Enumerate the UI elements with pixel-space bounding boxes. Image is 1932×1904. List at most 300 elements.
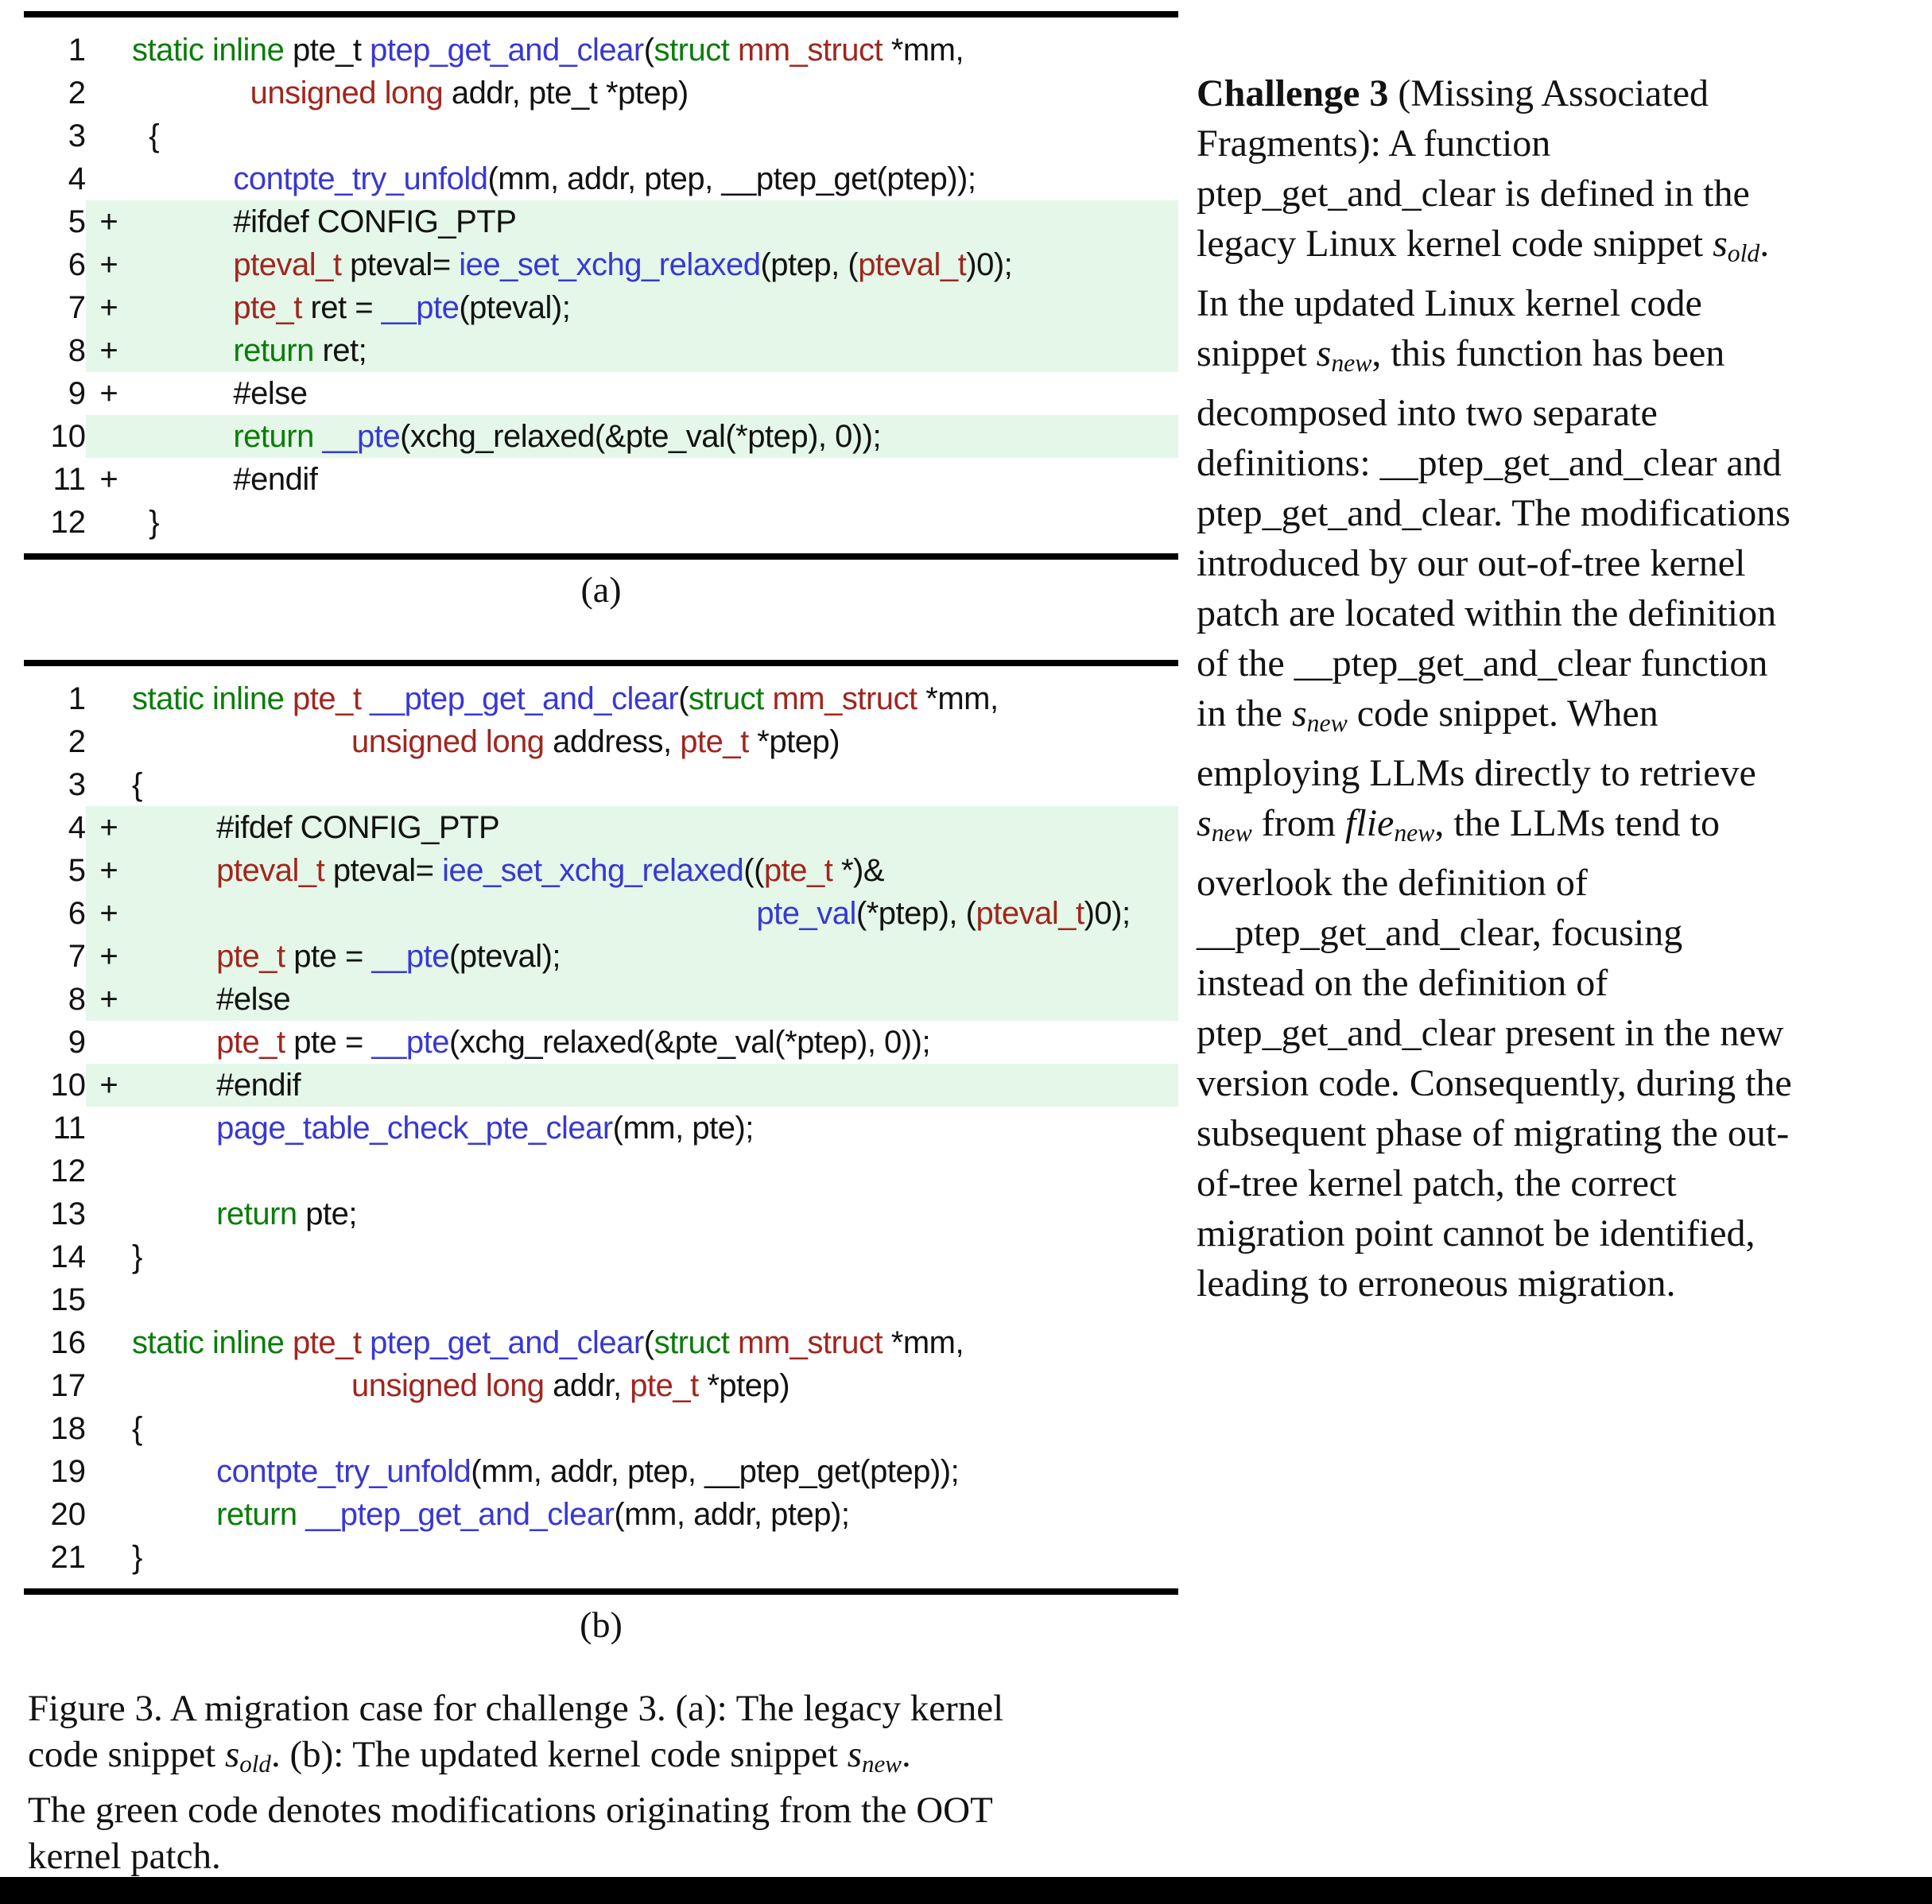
code-token: (pteval); bbox=[459, 290, 571, 325]
code-token: ( bbox=[643, 33, 654, 68]
text-run: overlook the definition of bbox=[1197, 861, 1588, 904]
diff-added-region bbox=[86, 978, 1178, 1021]
code-token bbox=[297, 1497, 306, 1532]
code-text bbox=[132, 1536, 1178, 1579]
code-line bbox=[24, 157, 1178, 200]
text-run: In the updated Linux kernel code bbox=[1197, 281, 1702, 324]
text-line bbox=[1197, 1258, 1932, 1309]
text-line bbox=[1197, 1108, 1932, 1158]
code-text bbox=[132, 935, 1178, 978]
diff-marker: + bbox=[99, 204, 118, 239]
code-token: ret; bbox=[313, 333, 367, 368]
code-token: } bbox=[132, 1239, 142, 1274]
code-line bbox=[24, 29, 1178, 72]
text-run: Challenge 3 bbox=[1197, 72, 1389, 114]
code-line bbox=[24, 763, 1178, 806]
code-token: (xchg_relaxed(&pte_val(*ptep), 0)); bbox=[400, 419, 882, 454]
panel-b-label: (b) bbox=[580, 1604, 623, 1645]
code-token: pte_t bbox=[233, 290, 302, 325]
code-region bbox=[86, 29, 1178, 72]
code-token: pte_t bbox=[216, 1025, 285, 1060]
text-line bbox=[28, 1731, 1244, 1787]
text-run: s bbox=[1291, 692, 1307, 735]
diff-marker bbox=[86, 1450, 132, 1493]
text-run: patch are located within the definition bbox=[1197, 591, 1777, 634]
code-token: mm_struct bbox=[737, 1325, 883, 1360]
code-token bbox=[764, 681, 773, 716]
code-text bbox=[132, 1364, 1178, 1407]
code-text bbox=[132, 1192, 1178, 1235]
code-token: (mm, addr, ptep, __ptep_get(ptep)); bbox=[471, 1454, 960, 1489]
code-token: #endif bbox=[132, 1068, 301, 1103]
code-token bbox=[132, 1368, 351, 1403]
line-number: 4 bbox=[68, 161, 86, 196]
code-token: addr, pte_t *ptep) bbox=[443, 76, 689, 111]
diff-added-region bbox=[86, 1064, 1178, 1107]
code-token: contpte_try_unfold bbox=[233, 161, 488, 196]
code-token bbox=[284, 1325, 293, 1360]
code-text bbox=[132, 1278, 1178, 1321]
code-token: __pte bbox=[381, 290, 460, 325]
text-line bbox=[1197, 68, 1932, 118]
code-token: pte_t bbox=[293, 1325, 362, 1360]
code-token: (pteval); bbox=[449, 939, 561, 974]
text-run: ptep_get_and_clear present in the new bbox=[1197, 1011, 1784, 1054]
code-region bbox=[86, 763, 1178, 806]
code-region bbox=[86, 1321, 1178, 1364]
page-bottom-rule bbox=[0, 1877, 1932, 1904]
code-token: pte = bbox=[285, 1025, 372, 1060]
panel-b bbox=[24, 660, 1178, 1595]
text-run: employing LLMs directly to retrieve bbox=[1197, 751, 1756, 794]
code-token bbox=[132, 1497, 216, 1532]
text-line bbox=[1197, 169, 1932, 219]
diff-marker bbox=[86, 1107, 132, 1150]
code-region bbox=[86, 1450, 1178, 1493]
code-token: pte_val bbox=[756, 896, 856, 931]
code-token: (( bbox=[743, 853, 764, 888]
diff-marker bbox=[86, 501, 132, 544]
code-token: return bbox=[216, 1497, 297, 1532]
code-region bbox=[86, 1235, 1178, 1278]
code-text bbox=[132, 1107, 1178, 1150]
diff-marker bbox=[86, 29, 132, 72]
code-token: (mm, pte); bbox=[612, 1111, 754, 1146]
text-run: s bbox=[1713, 223, 1728, 265]
diff-marker bbox=[86, 677, 132, 720]
code-token: *mm, bbox=[883, 1325, 964, 1360]
code-token: pteval_t bbox=[858, 247, 967, 282]
code-token: pte; bbox=[297, 1196, 357, 1231]
code-line bbox=[24, 1536, 1178, 1579]
code-token: __pte bbox=[371, 1025, 450, 1060]
text-line bbox=[28, 1685, 1244, 1731]
code-token: unsigned long bbox=[250, 76, 444, 111]
text-run: , this function has been bbox=[1371, 332, 1725, 374]
line-number: 19 bbox=[50, 1454, 86, 1489]
code-text bbox=[132, 763, 1178, 806]
code-text bbox=[132, 329, 1178, 372]
code-text bbox=[132, 1321, 1178, 1364]
diff-marker: + bbox=[99, 247, 118, 282]
code-text bbox=[132, 415, 1178, 458]
code-region bbox=[86, 1021, 1178, 1064]
line-number: 9 bbox=[68, 1025, 86, 1060]
text-run: old bbox=[1727, 238, 1760, 267]
code-region bbox=[86, 1407, 1178, 1450]
code-token: ptep_get_and_clear bbox=[370, 1325, 644, 1360]
text-line bbox=[1197, 858, 1932, 908]
diff-marker bbox=[86, 1150, 132, 1192]
diff-added-region bbox=[86, 243, 1178, 286]
code-token: page_table_check_pte_clear bbox=[216, 1111, 613, 1146]
code-token: #else bbox=[132, 982, 291, 1017]
code-text bbox=[132, 677, 1178, 720]
code-token: { bbox=[132, 767, 142, 802]
diff-marker: + bbox=[99, 290, 118, 325]
code-line bbox=[24, 501, 1178, 544]
line-number: 7 bbox=[68, 939, 86, 974]
code-token bbox=[314, 419, 323, 454]
text-line bbox=[1197, 688, 1932, 748]
code-line bbox=[24, 892, 1178, 935]
diff-added-region bbox=[86, 286, 1178, 329]
diff-marker bbox=[86, 1321, 132, 1364]
code-token: iee_set_xchg_relaxed bbox=[459, 247, 761, 282]
text-run: . bbox=[1759, 223, 1770, 265]
diff-added-region bbox=[86, 329, 1178, 372]
text-run: snippet bbox=[1197, 332, 1317, 374]
code-text bbox=[132, 849, 1178, 892]
code-token bbox=[132, 853, 216, 888]
code-token: pteval= bbox=[324, 853, 443, 888]
code-line bbox=[24, 1235, 1178, 1278]
code-token: #ifdef CONFIG_PTP bbox=[132, 204, 517, 239]
text-run: code snippet. When bbox=[1347, 692, 1658, 735]
code-line bbox=[24, 1450, 1178, 1493]
diff-added-region bbox=[86, 415, 1178, 458]
text-run: ptep_get_and_clear. The modifications bbox=[1197, 491, 1790, 534]
code-token bbox=[132, 724, 351, 759]
code-line bbox=[24, 1107, 1178, 1150]
text-line bbox=[1197, 538, 1932, 588]
code-token: __pte bbox=[322, 419, 401, 454]
code-token bbox=[132, 333, 233, 368]
diff-marker: + bbox=[99, 982, 118, 1017]
diff-marker: + bbox=[99, 853, 118, 888]
diff-marker bbox=[86, 1493, 132, 1536]
code-token: return bbox=[216, 1196, 297, 1231]
line-number: 14 bbox=[50, 1239, 86, 1274]
text-run: introduced by our out-of-tree kernel bbox=[1197, 541, 1746, 584]
text-line bbox=[1197, 278, 1932, 328]
diff-marker bbox=[86, 720, 132, 763]
code-token: { bbox=[132, 1411, 142, 1446]
text-run: new bbox=[1394, 818, 1435, 847]
code-token: #ifdef CONFIG_PTP bbox=[132, 810, 500, 845]
code-line bbox=[24, 415, 1178, 458]
diff-marker bbox=[86, 415, 132, 458]
code-line bbox=[24, 1021, 1178, 1064]
code-text bbox=[132, 1235, 1178, 1278]
panel-a-label: (a) bbox=[580, 569, 622, 610]
diff-marker bbox=[86, 1192, 132, 1235]
line-number: 3 bbox=[68, 118, 86, 153]
code-token bbox=[132, 290, 233, 325]
text-run: flie bbox=[1345, 801, 1395, 844]
code-text bbox=[132, 1493, 1178, 1536]
code-token bbox=[132, 1025, 216, 1060]
code-token: )0); bbox=[966, 247, 1013, 282]
code-line bbox=[24, 978, 1178, 1021]
code-token: struct bbox=[654, 33, 730, 68]
code-line bbox=[24, 720, 1178, 763]
code-token: (xchg_relaxed(&pte_val(*ptep), 0)); bbox=[449, 1025, 931, 1060]
line-number: 5 bbox=[68, 204, 86, 239]
line-number: 11 bbox=[52, 462, 86, 497]
text-line bbox=[1197, 1008, 1932, 1058]
code-line bbox=[24, 114, 1178, 157]
code-line bbox=[24, 329, 1178, 372]
text-run: subsequent phase of migrating the out- bbox=[1197, 1111, 1790, 1154]
code-token bbox=[132, 161, 233, 196]
diff-marker: + bbox=[99, 1068, 118, 1103]
text-line bbox=[1197, 638, 1932, 688]
code-token: pteval_t bbox=[233, 247, 342, 282]
code-line bbox=[24, 677, 1178, 720]
challenge-text bbox=[1197, 68, 1932, 1309]
text-line bbox=[1197, 328, 1932, 388]
text-run: old bbox=[239, 1749, 271, 1778]
code-token: { bbox=[132, 118, 160, 153]
code-token: iee_set_xchg_relaxed bbox=[442, 853, 744, 888]
code-token: pteval= bbox=[341, 247, 460, 282]
code-line bbox=[24, 1150, 1178, 1192]
line-number: 10 bbox=[50, 419, 86, 454]
text-run: new bbox=[1306, 708, 1348, 737]
text-run: definitions: __ptep_get_and_clear and bbox=[1197, 441, 1782, 484]
text-run: legacy Linux kernel code snippet bbox=[1197, 223, 1713, 265]
code-token: (mm, addr, ptep, __ptep_get(ptep)); bbox=[487, 161, 976, 196]
code-text bbox=[132, 1064, 1178, 1107]
line-number: 12 bbox=[50, 1154, 86, 1189]
line-number: 8 bbox=[68, 333, 86, 368]
code-token: mm_struct bbox=[772, 681, 918, 716]
line-number: 17 bbox=[50, 1368, 86, 1403]
code-token: return bbox=[233, 333, 314, 368]
code-token: #else bbox=[132, 376, 308, 411]
code-token: (*ptep), ( bbox=[855, 896, 976, 931]
code-token: #endif bbox=[132, 462, 318, 497]
code-region bbox=[86, 1493, 1178, 1536]
line-number: 1 bbox=[68, 681, 86, 716]
code-line bbox=[24, 200, 1178, 243]
line-number: 2 bbox=[68, 76, 86, 111]
line-number: 20 bbox=[50, 1497, 86, 1532]
line-number: 21 bbox=[50, 1540, 86, 1575]
code-token: )0); bbox=[1084, 896, 1131, 931]
text-line bbox=[1197, 1158, 1932, 1208]
text-run: from bbox=[1251, 801, 1346, 844]
text-run: . (b): The updated kernel code snippet bbox=[270, 1734, 848, 1775]
line-number: 15 bbox=[50, 1282, 86, 1317]
code-token: } bbox=[132, 1540, 142, 1575]
text-run: in the bbox=[1197, 692, 1292, 735]
line-number: 3 bbox=[68, 767, 86, 802]
code-token: pte_t bbox=[216, 939, 285, 974]
code-token bbox=[361, 1325, 370, 1360]
code-token: addr, bbox=[544, 1368, 630, 1403]
diff-marker: + bbox=[99, 376, 118, 411]
text-run: new bbox=[862, 1749, 902, 1778]
code-token bbox=[132, 1196, 216, 1231]
diff-marker bbox=[86, 1364, 132, 1407]
code-token bbox=[132, 247, 233, 282]
code-text bbox=[132, 892, 1178, 935]
text-line bbox=[1197, 958, 1932, 1008]
code-token: (mm, addr, ptep); bbox=[614, 1497, 850, 1532]
code-text bbox=[132, 286, 1178, 329]
diff-marker bbox=[86, 1235, 132, 1278]
code-token: __pte bbox=[371, 939, 450, 974]
text-run: s bbox=[225, 1734, 240, 1775]
code-line bbox=[24, 1192, 1178, 1235]
code-token: mm_struct bbox=[737, 33, 883, 68]
code-text bbox=[132, 1150, 1178, 1192]
code-region bbox=[86, 372, 1178, 415]
line-number: 16 bbox=[50, 1325, 86, 1360]
code-text bbox=[132, 978, 1178, 1021]
code-line bbox=[24, 935, 1178, 978]
code-token: unsigned long bbox=[351, 724, 545, 759]
text-line bbox=[1197, 438, 1932, 488]
diff-marker bbox=[86, 1407, 132, 1450]
text-line bbox=[1197, 1208, 1932, 1258]
code-region bbox=[86, 1192, 1178, 1235]
line-number: 8 bbox=[68, 982, 86, 1017]
code-text bbox=[132, 1021, 1178, 1064]
code-token: pte_t bbox=[763, 853, 833, 888]
code-token: (ptep, ( bbox=[760, 247, 859, 282]
text-run: s bbox=[1197, 801, 1212, 844]
code-line bbox=[24, 458, 1178, 501]
diff-marker bbox=[86, 157, 132, 200]
line-number: 6 bbox=[68, 896, 86, 931]
line-number: 2 bbox=[68, 724, 86, 759]
text-run: decomposed into two separate bbox=[1197, 391, 1658, 434]
diff-added-region bbox=[86, 849, 1178, 892]
code-token: unsigned long bbox=[351, 1368, 545, 1403]
code-token: static inline bbox=[132, 1325, 285, 1360]
code-token: *ptep) bbox=[748, 724, 840, 759]
figure-caption bbox=[28, 1685, 1244, 1879]
text-run: Figure 3. A migration case for challenge 3. (a): The legacy kernel bbox=[28, 1688, 1004, 1729]
code-line bbox=[24, 1321, 1178, 1364]
code-region bbox=[86, 720, 1178, 763]
text-run: of the __ptep_get_and_clear function bbox=[1197, 642, 1768, 684]
text-line bbox=[1197, 219, 1932, 278]
text-run: kernel patch. bbox=[28, 1835, 221, 1877]
code-token: return bbox=[233, 419, 314, 454]
text-line bbox=[28, 1833, 1244, 1879]
diff-marker bbox=[86, 1536, 132, 1579]
code-token: __ptep_get_and_clear bbox=[370, 681, 679, 716]
text-run: migration point cannot be identified, bbox=[1197, 1212, 1755, 1254]
code-token bbox=[132, 939, 216, 974]
diff-marker bbox=[86, 763, 132, 806]
code-token: *)& bbox=[832, 853, 885, 888]
text-run: Fragments): A function bbox=[1197, 122, 1551, 165]
code-token: struct bbox=[689, 681, 764, 716]
code-text bbox=[132, 243, 1178, 286]
code-token: *mm, bbox=[917, 681, 999, 716]
text-run: new bbox=[1331, 348, 1372, 377]
text-run: (Missing Associated bbox=[1388, 72, 1709, 114]
code-line bbox=[24, 806, 1178, 849]
code-text bbox=[132, 720, 1178, 763]
line-number: 4 bbox=[68, 810, 86, 845]
code-line bbox=[24, 372, 1178, 415]
text-line bbox=[1197, 118, 1932, 169]
code-token bbox=[284, 681, 293, 716]
diff-marker: + bbox=[99, 333, 118, 368]
code-text bbox=[132, 806, 1178, 849]
code-token: contpte_try_unfold bbox=[216, 1454, 471, 1489]
code-token: ptep_get_and_clear bbox=[370, 33, 644, 68]
text-run: The green code denotes modifications originating from the OOT bbox=[28, 1789, 993, 1831]
code-token bbox=[132, 896, 756, 931]
text-run: __ptep_get_and_clear, focusing bbox=[1197, 911, 1683, 954]
code-text bbox=[132, 157, 1178, 200]
code-region bbox=[86, 1150, 1178, 1192]
code-token: *ptep) bbox=[698, 1368, 790, 1403]
code-region bbox=[86, 677, 1178, 720]
text-run: of-tree kernel patch, the correct bbox=[1197, 1161, 1677, 1204]
code-token bbox=[132, 76, 250, 111]
code-line bbox=[24, 243, 1178, 286]
code-line bbox=[24, 1493, 1178, 1536]
code-token: struct bbox=[654, 1325, 730, 1360]
code-region bbox=[86, 458, 1178, 501]
code-token: } bbox=[132, 505, 160, 540]
diff-marker bbox=[86, 1278, 132, 1321]
diff-marker bbox=[86, 114, 132, 157]
diff-marker: + bbox=[99, 810, 118, 845]
text-run: s bbox=[847, 1734, 863, 1775]
code-line bbox=[24, 1364, 1178, 1407]
code-token bbox=[729, 33, 738, 68]
text-run: instead on the definition of bbox=[1197, 961, 1608, 1004]
code-token: pte_t bbox=[630, 1368, 699, 1403]
code-text bbox=[132, 114, 1178, 157]
line-number: 1 bbox=[68, 33, 86, 68]
diff-added-region bbox=[86, 806, 1178, 849]
code-token: pte_t bbox=[680, 724, 749, 759]
line-number: 9 bbox=[68, 376, 86, 411]
code-token: address, bbox=[544, 724, 681, 759]
code-region bbox=[86, 72, 1178, 114]
panel-a bbox=[24, 11, 1178, 560]
line-number: 5 bbox=[68, 853, 86, 888]
line-number: 18 bbox=[50, 1411, 86, 1446]
code-line bbox=[24, 1407, 1178, 1450]
code-token: ( bbox=[643, 1325, 654, 1360]
text-line bbox=[28, 1787, 1244, 1833]
code-token: static inline bbox=[132, 33, 285, 68]
diff-marker bbox=[86, 72, 132, 114]
code-token: pteval_t bbox=[216, 853, 325, 888]
text-line bbox=[1197, 748, 1932, 798]
